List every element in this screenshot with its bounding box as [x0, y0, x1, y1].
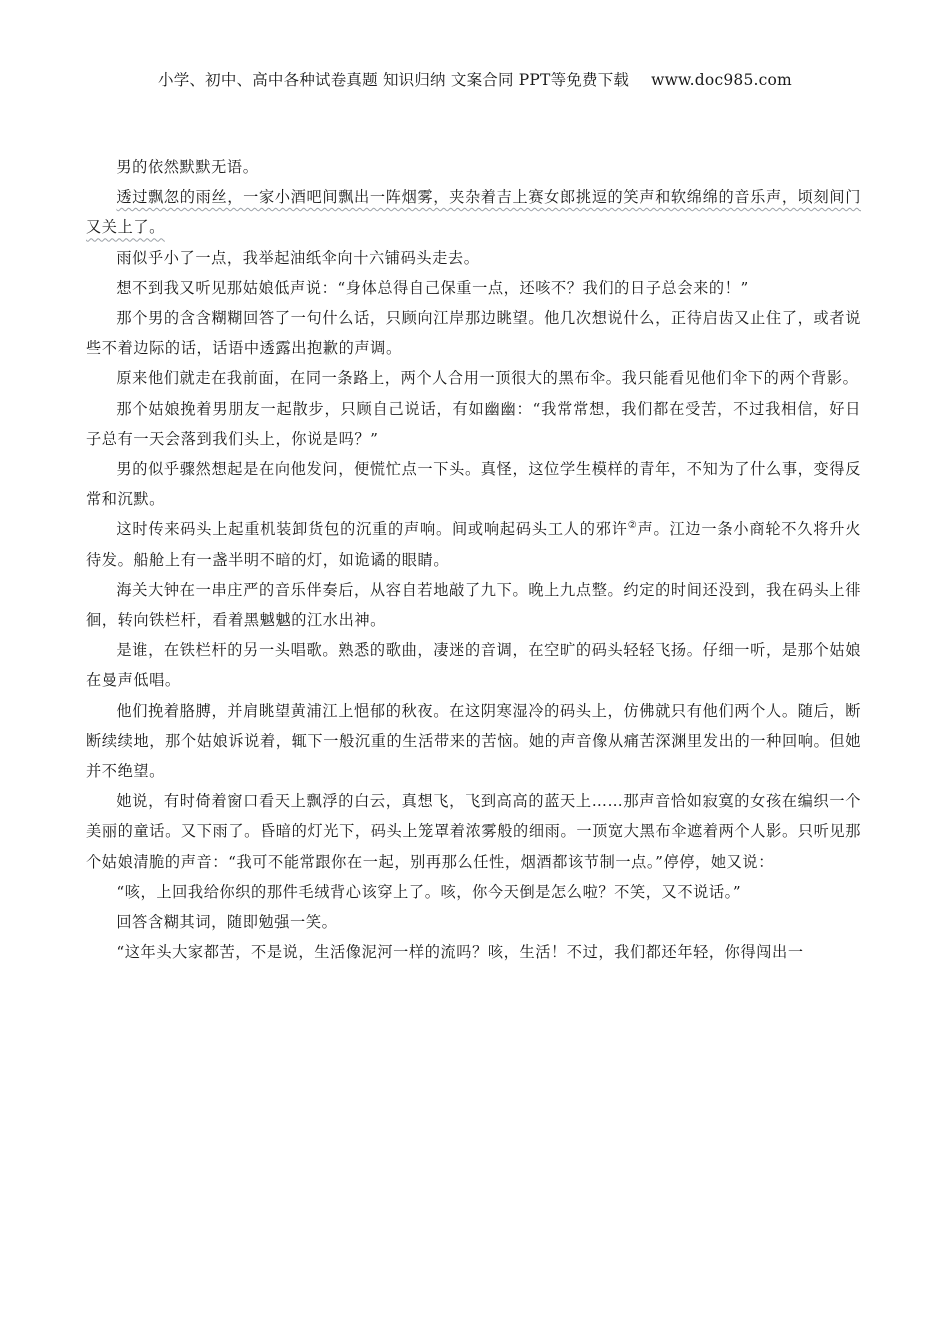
header-url[interactable]: www.doc985.com [651, 71, 792, 89]
paragraph-text-after-note: 声。江边一条小商轮不久将升火待发。船舱上有一盏半明不暗的灯，如诡谲的眼睛。 [86, 520, 861, 569]
paragraph: 海关大钟在一串庄严的音乐伴奏后，从容自若地敲了九下。晚上九点整。约定的时间还没到，我在码头上徘徊，转向铁栏杆，看着黑魆魆的江水出神。 [86, 580, 861, 630]
article-body [86, 152, 861, 967]
paragraph [86, 182, 861, 242]
footnote-marker: ② [627, 520, 638, 532]
paragraph: “咳，上回我给你织的那件毛绒背心该穿上了。咳，你今天倒是怎么啦？不笑，又不说话。” [116, 882, 742, 901]
paragraph: “这年头大家都苦，不是说，生活像泥河一样的流吗？咳，生活！不过，我们都还年轻，你得闯出一 [116, 943, 804, 962]
paragraph: 原来他们就走在我前面，在同一条路上，两个人合用一顶很大的黑布伞。我只能看见他们伞下的两个背影。 [116, 369, 859, 388]
paragraph-text-before-note: 这时传来码头上起重机装卸货包的沉重的声响。间或响起码头工人的邪许 [116, 520, 628, 539]
header-text: 小学、初中、高中各种试卷真题 知识归纳 文案合同 PPT等免费下载 [158, 71, 630, 89]
paragraph: 雨似乎小了一点，我举起油纸伞向十六铺码头走去。 [116, 248, 480, 267]
paragraph: 她说，有时倚着窗口看天上飘浮的白云，真想飞，飞到高高的蓝天上……那声音恰如寂寞的女孩在编织一个美丽的童话。又下雨了。昏暗的灯光下，码头上笼罩着浓雾般的细雨。一顶宽大黑布伞遮着两个人影。只听见那个姑娘清脆的声音：“我可不能常跟你在一起，别再那么任性，烟酒都该节制一点。”停停，她又说： [86, 792, 861, 871]
paragraph: 想不到我又听见那姑娘低声说：“身体总得自己保重一点，还咳不？我们的日子总会来的！” [116, 278, 749, 297]
paragraph: 男的依然默默无语。 [116, 158, 259, 176]
paragraph [86, 514, 861, 574]
paragraph: 是谁，在铁栏杆的另一头唱歌。熟悉的歌曲，凄迷的音调，在空旷的码头轻轻飞扬。仔细一听，是那个姑娘在曼声低唱。 [86, 641, 861, 690]
paragraph: 回答含糊其词，随即勉强一笑。 [116, 913, 338, 932]
paragraph: 那个姑娘挽着男朋友一起散步，只顾自己说话，有如幽幽：“我常常想，我们都在受苦，不过我相信，好日子总有一天会落到我们头上，你说是吗？” [86, 399, 861, 448]
paragraph: 那个男的含含糊糊回答了一句什么话，只顾向江岸那边眺望。他几次想说什么，正待启齿又止住了，或者说些不着边际的话，话语中透露出抱歉的声调。 [86, 309, 861, 358]
wavy-underlined-sentence: 透过飘忽的雨丝，一家小酒吧间飘出一阵烟雾，夹杂着吉上赛女郎挑逗的笑声和软绵绵的音乐声，顷刻间门又关上了。 [86, 188, 861, 237]
page-header [0, 68, 950, 90]
paragraph: 他们挽着胳膊，并肩眺望黄浦江上悒郁的秋夜。在这阴寒湿冷的码头上，仿佛就只有他们两个人。随后，断断续续地，那个姑娘诉说着，辄下一般沉重的生活带来的苦恼。她的声音像从痛苦深渊里发出的一种回响。但她并不绝望。 [86, 701, 861, 781]
paragraph: 男的似乎骤然想起是在向他发问，便慌忙点一下头。真怪，这位学生模样的青年，不知为了什么事，变得反常和沉默。 [86, 460, 861, 509]
